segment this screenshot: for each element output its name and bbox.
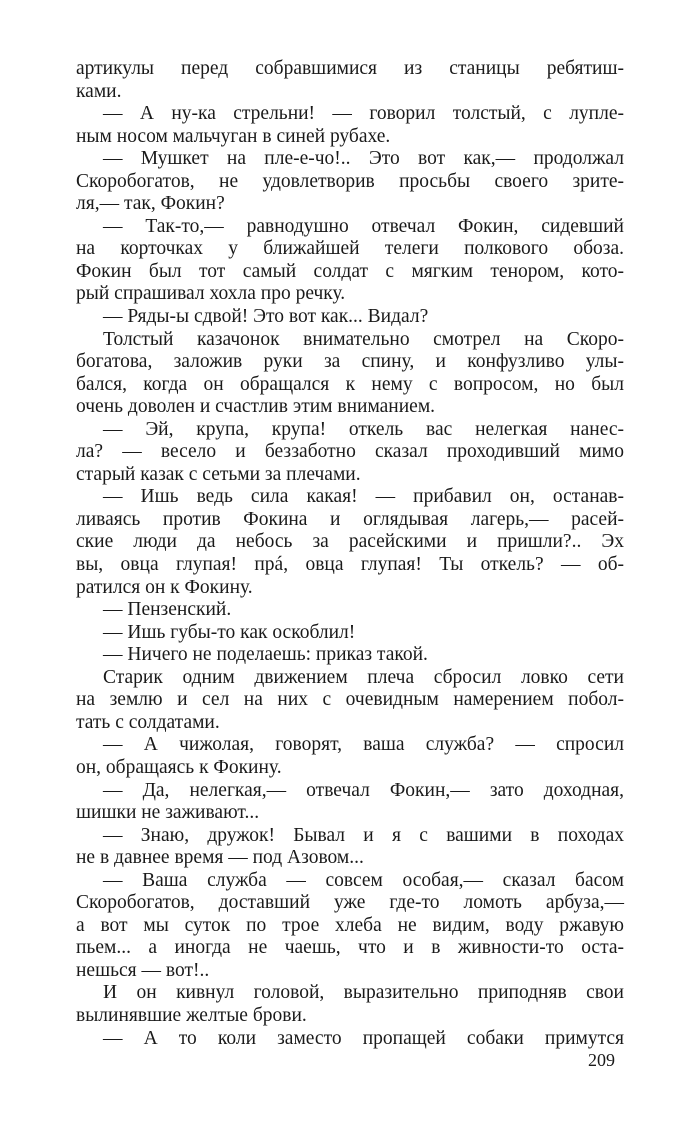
page-number: 209 — [588, 1050, 615, 1070]
text-line: Толстый казачонок внимательно смотрел на Скоро- — [103, 328, 624, 350]
text-line: — Ряды-ы сдвой! Это вот как... Видал? — [103, 306, 429, 328]
text-line: вылинявшие желтые брови. — [76, 1004, 307, 1026]
text-line: он, обращаясь к Фокину. — [76, 756, 282, 778]
text-line: — А ну-ка стрельни! — говорил толстый, с лупле- — [103, 103, 624, 125]
text-line: Скоробогатов, не удовлетворив просьбы своего зрите- — [76, 170, 624, 192]
text-line: артикулы перед собравшимися из станицы ребятиш- — [76, 58, 624, 79]
text-line: старый казак с сетьми за плечами. — [76, 463, 361, 485]
text-line: бался, когда он обращался к нему с вопросом, но был — [76, 373, 624, 395]
text-line: шишки не заживают... — [76, 802, 260, 824]
text-line: ские люди да небось за расейскими и пришли?.. Эх — [76, 531, 624, 553]
text-line: — Ваша служба — совсем особая,— сказал басом — [103, 869, 624, 891]
text-line: — Мушкет на пле-е-чо!.. Это вот как,— продолжал — [103, 148, 624, 170]
text-line: Старик одним движением плеча сбросил ловко сети — [103, 666, 624, 688]
text-line: — Так-то,— равнодушно отвечал Фокин, сидевший — [103, 215, 624, 237]
text-line: очень доволен и счастлив этим вниманием. — [76, 396, 436, 418]
text-line: ливаясь против Фокина и оглядывая лагерь,— расей- — [76, 508, 624, 530]
text-line: на землю и сел на них с очевидным намерением побол- — [76, 689, 624, 711]
text-line: ратился он к Фокину. — [76, 576, 253, 598]
text-line: — А чижолая, говорят, ваша служба? — спросил — [103, 734, 624, 756]
text-line: — Ишь губы-то как оскоблил! — [103, 621, 356, 643]
text-line: ками. — [76, 80, 122, 102]
text-line: рый спрашивал хохла про речку. — [76, 283, 346, 305]
text-line: не в давнее время — под Азовом... — [76, 847, 364, 869]
text-line: Фокин был тот самый солдат с мягким тенором, кото- — [76, 260, 624, 282]
text-line: Скоробогатов, доставший уже где-то ломоть арбуза,— — [76, 892, 624, 914]
text-line: нешься — вот!.. — [76, 959, 210, 981]
text-line: ным носом мальчуган в синей рубахе. — [76, 125, 391, 147]
text-line: — Знаю, дружок! Бывал и я с вашими в походах — [103, 824, 624, 846]
text-line: — Да, нелегкая,— отвечал Фокин,— зато доходная, — [103, 779, 624, 801]
text-line: И он кивнул головой, выразительно приподняв свои — [103, 982, 624, 1004]
text-line: на корточках у ближайшей телеги полкового обоза. — [76, 238, 624, 260]
text-line: а вот мы суток по трое хлеба не видим, воду ржавую — [76, 914, 624, 936]
text-line: пьем... а иногда не чаешь, что и в живности-то оста- — [76, 937, 624, 959]
text-line: — Ишь ведь сила какая! — прибавил он, останав- — [103, 486, 624, 508]
page-body-text — [76, 58, 624, 1050]
text-line: — А то коли заместо пропащей собаки примутся — [103, 1027, 624, 1049]
text-line: — Эй, крупа, крупа! откель вас нелегкая нанес- — [103, 418, 624, 440]
text-line: богатова, заложив руки за спину, и конфузливо улы- — [76, 351, 624, 373]
text-line: вы, овца глупая! прá, овца глупая! Ты откель? — об- — [76, 554, 624, 576]
text-line: — Пензенский. — [103, 599, 232, 621]
text-line: ла? — весело и беззаботно сказал проходивший мимо — [76, 441, 624, 463]
text-line: — Ничего не поделаешь: приказ такой. — [103, 644, 428, 666]
text-line: ля,— так, Фокин? — [76, 193, 225, 215]
text-line: тать с солдатами. — [76, 711, 220, 733]
